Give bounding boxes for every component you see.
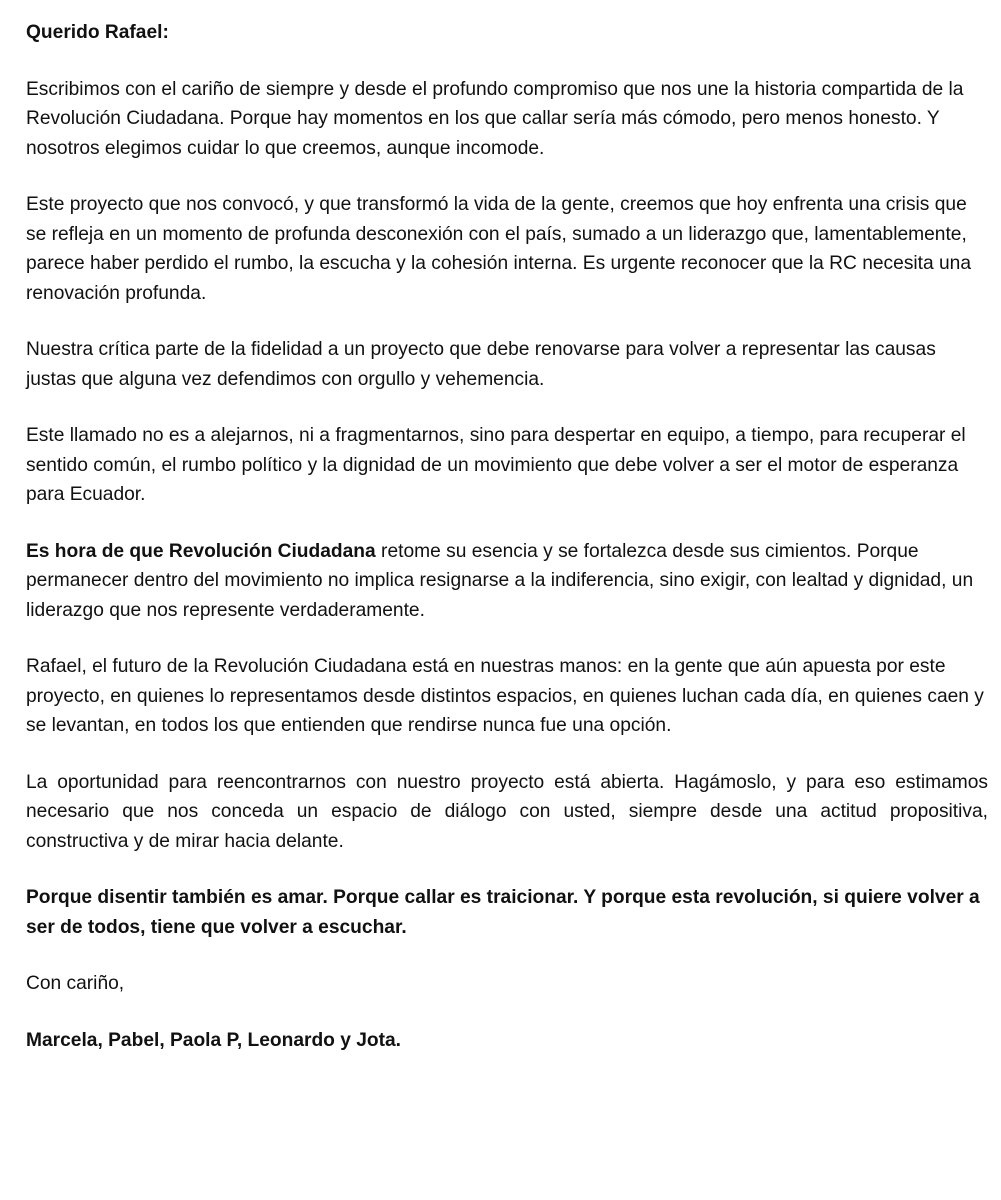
letter-closing: Con cariño, [26,973,125,994]
paragraph-call: Este llamado no es a alejarnos, ni a fragmentarnos, sino para despertar en equipo, a tiempo, para recuperar el sentido común, el rumbo político y la dignidad de un movimiento que debe volver a ser el motor de esperanza para Ecuador. [26,425,966,505]
paragraph-essence-rest: retome su esencia y se fortalezca desde sus cimientos. Porque permanecer dentro del movimiento no implica resignarse a la indiferencia, sino exigir, con lealtad y dignidad, un liderazgo que nos represente verdaderamente. [26,540,974,621]
paragraph-crisis: Este proyecto que nos convocó, y que transformó la vida de la gente, creemos que hoy enfrenta una crisis que se refleja en un momento de profunda desconexión con el país, sumado a un liderazgo que, lamentablemente, parece haber perdido el rumbo, la escucha y la cohesión interna. Es urgente reconocer que la RC necesita una renovación profunda. [26,194,972,304]
letter-signature: Marcela, Pabel, Paola P, Leonardo y Jota. [26,1029,402,1051]
letter-greeting: Querido Rafael: [26,22,169,43]
paragraph-conclusion: Porque disentir también es amar. Porque callar es traicionar. Y porque esta revolución, si quiere volver a ser de todos, tiene que volver a escuchar. [26,887,980,938]
paragraph-intro: Escribimos con el cariño de siempre y desde el profundo compromiso que nos une la historia compartida de la Revolución Ciudadana. Porque hay momentos en los que callar sería más cómodo, pero menos honesto. Y nosotros elegimos cuidar lo que creemos, aunque incomode. [26,78,964,159]
paragraph-critique: Nuestra crítica parte de la fidelidad a un proyecto que debe renovarse para volver a representar las causas justas que alguna vez defendimos con orgullo y vehemencia. [26,339,936,390]
letter-body [26,18,988,1055]
paragraph-opportunity: La oportunidad para reencontrarnos con nuestro proyecto está abierta. Hagámoslo, y para eso estimamos necesario que nos conceda un espacio de diálogo con usted, siempre desde una actitud propositiva, constructiva y de mirar hacia delante. [26,771,988,852]
paragraph-essence-bold: Es hora de que Revolución Ciudadana [26,540,376,562]
paragraph-future: Rafael, el futuro de la Revolución Ciudadana está en nuestras manos: en la gente que aún apuesta por este proyecto, en quienes lo representamos desde distintos espacios, en quienes luchan cada día, en quienes caen y se levantan, en todos los que entienden que rendirse nunca fue una opción. [26,656,984,736]
paragraph-essence [26,537,988,626]
